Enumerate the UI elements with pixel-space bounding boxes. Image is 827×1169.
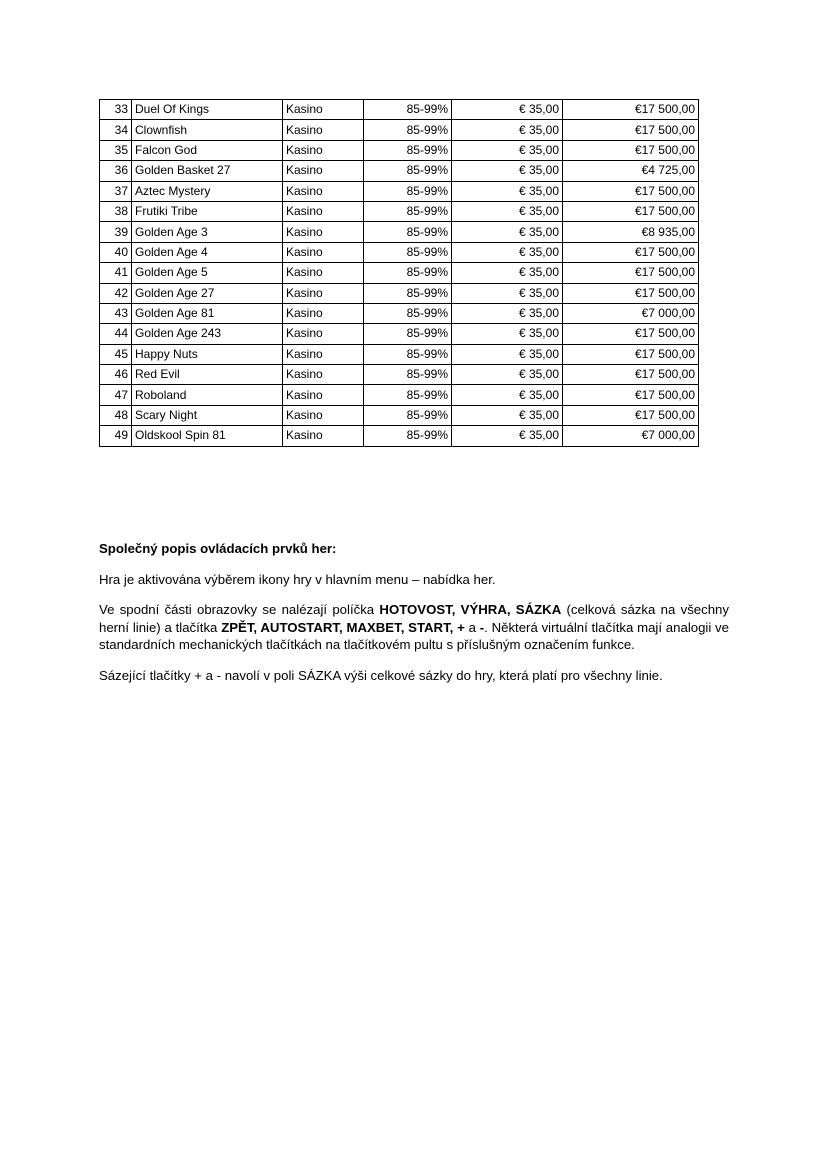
paragraph-activation: Hra je aktivována výběrem ikony hry v hlavním menu – nabídka her. xyxy=(99,572,496,587)
max-win-cell: €17 500,00 xyxy=(563,242,699,262)
max-bet-cell: € 35,00 xyxy=(452,365,563,385)
row-number-cell: 40 xyxy=(100,242,132,262)
game-rtp-cell: 85-99% xyxy=(364,385,452,405)
controls-text-1: Ve spodní části obrazovky se nalézají políčka xyxy=(99,602,380,617)
game-type-cell: Kasino xyxy=(283,100,364,120)
max-win-cell: €17 500,00 xyxy=(563,181,699,201)
table-row xyxy=(100,201,699,221)
game-rtp-cell: 85-99% xyxy=(364,120,452,140)
max-win-cell: €8 935,00 xyxy=(563,222,699,242)
game-rtp-cell: 85-99% xyxy=(364,365,452,385)
game-name-cell: Clownfish xyxy=(132,120,283,140)
game-rtp-cell: 85-99% xyxy=(364,161,452,181)
max-win-cell: €17 500,00 xyxy=(563,385,699,405)
game-name-cell: Golden Age 4 xyxy=(132,242,283,262)
max-bet-cell: € 35,00 xyxy=(452,426,563,446)
table-row xyxy=(100,283,699,303)
game-type-cell: Kasino xyxy=(283,303,364,323)
table-row xyxy=(100,161,699,181)
max-bet-cell: € 35,00 xyxy=(452,120,563,140)
game-name-cell: Oldskool Spin 81 xyxy=(132,426,283,446)
section-heading: Společný popis ovládacích prvků her: xyxy=(99,541,337,556)
game-rtp-cell: 85-99% xyxy=(364,201,452,221)
controls-text-3: a xyxy=(464,619,480,635)
max-bet-cell: € 35,00 xyxy=(452,283,563,303)
max-win-cell: €17 500,00 xyxy=(563,283,699,303)
game-rtp-cell: 85-99% xyxy=(364,405,452,425)
table-row xyxy=(100,100,699,120)
game-name-cell: Falcon God xyxy=(132,140,283,160)
controls-text-2: (celková sázka na všechny herní linie) a tlačítka xyxy=(99,602,729,635)
game-type-cell: Kasino xyxy=(283,120,364,140)
game-type-cell: Kasino xyxy=(283,222,364,242)
max-bet-cell: € 35,00 xyxy=(452,303,563,323)
game-type-cell: Kasino xyxy=(283,385,364,405)
max-win-cell: €17 500,00 xyxy=(563,120,699,140)
controls-text-4: . Některá virtuální tlačítka mají analogii ve standardních mechanických tlačítkách na tlačítkovém pultu s příslušným označením funkce. xyxy=(99,619,729,652)
game-rtp-cell: 85-99% xyxy=(364,181,452,201)
table-row xyxy=(100,140,699,160)
table-row xyxy=(100,303,699,323)
table-row xyxy=(100,405,699,425)
max-win-cell: €7 000,00 xyxy=(563,303,699,323)
max-win-cell: €17 500,00 xyxy=(563,365,699,385)
game-type-cell: Kasino xyxy=(283,344,364,364)
game-type-cell: Kasino xyxy=(283,263,364,283)
row-number-cell: 34 xyxy=(100,120,132,140)
controls-minus-bold: - xyxy=(479,619,485,635)
table-row xyxy=(100,344,699,364)
row-number-cell: 39 xyxy=(100,222,132,242)
game-name-cell: Scary Night xyxy=(132,405,283,425)
paragraph-controls xyxy=(99,601,729,654)
max-win-cell: €4 725,00 xyxy=(563,161,699,181)
max-bet-cell: € 35,00 xyxy=(452,385,563,405)
games-table-body xyxy=(100,100,699,447)
game-name-cell: Golden Age 3 xyxy=(132,222,283,242)
row-number-cell: 37 xyxy=(100,181,132,201)
table-row xyxy=(100,263,699,283)
row-number-cell: 36 xyxy=(100,161,132,181)
table-row xyxy=(100,222,699,242)
table-row xyxy=(100,365,699,385)
max-bet-cell: € 35,00 xyxy=(452,242,563,262)
game-type-cell: Kasino xyxy=(283,140,364,160)
game-type-cell: Kasino xyxy=(283,283,364,303)
table-row xyxy=(100,426,699,446)
game-type-cell: Kasino xyxy=(283,242,364,262)
max-win-cell: €17 500,00 xyxy=(563,100,699,120)
game-rtp-cell: 85-99% xyxy=(364,324,452,344)
game-type-cell: Kasino xyxy=(283,161,364,181)
max-bet-cell: € 35,00 xyxy=(452,324,563,344)
game-type-cell: Kasino xyxy=(283,365,364,385)
row-number-cell: 47 xyxy=(100,385,132,405)
max-win-cell: €17 500,00 xyxy=(563,140,699,160)
game-type-cell: Kasino xyxy=(283,324,364,344)
game-name-cell: Frutiki Tribe xyxy=(132,201,283,221)
max-win-cell: €17 500,00 xyxy=(563,263,699,283)
games-table xyxy=(99,99,699,447)
game-name-cell: Red Evil xyxy=(132,365,283,385)
paragraph-betting: Sázející tlačítky + a - navolí v poli SÁZKA výši celkové sázky do hry, která platí pro všechny linie. xyxy=(99,668,663,683)
max-bet-cell: € 35,00 xyxy=(452,263,563,283)
max-win-cell: €17 500,00 xyxy=(563,324,699,344)
game-rtp-cell: 85-99% xyxy=(364,426,452,446)
row-number-cell: 49 xyxy=(100,426,132,446)
table-row xyxy=(100,120,699,140)
game-name-cell: Happy Nuts xyxy=(132,344,283,364)
game-type-cell: Kasino xyxy=(283,426,364,446)
row-number-cell: 48 xyxy=(100,405,132,425)
row-number-cell: 35 xyxy=(100,140,132,160)
table-row xyxy=(100,385,699,405)
row-number-cell: 41 xyxy=(100,263,132,283)
controls-buttons-bold: ZPĚT, AUTOSTART, MAXBET, START, + xyxy=(221,619,465,635)
game-rtp-cell: 85-99% xyxy=(364,344,452,364)
max-win-cell: €17 500,00 xyxy=(563,344,699,364)
table-row xyxy=(100,242,699,262)
max-win-cell: €7 000,00 xyxy=(563,426,699,446)
controls-fields-bold: HOTOVOST, VÝHRA, SÁZKA xyxy=(379,602,562,617)
game-name-cell: Duel Of Kings xyxy=(132,100,283,120)
game-name-cell: Golden Age 27 xyxy=(132,283,283,303)
max-bet-cell: € 35,00 xyxy=(452,222,563,242)
max-bet-cell: € 35,00 xyxy=(452,140,563,160)
game-rtp-cell: 85-99% xyxy=(364,283,452,303)
row-number-cell: 42 xyxy=(100,283,132,303)
max-bet-cell: € 35,00 xyxy=(452,201,563,221)
max-win-cell: €17 500,00 xyxy=(563,405,699,425)
game-rtp-cell: 85-99% xyxy=(364,222,452,242)
game-name-cell: Golden Age 243 xyxy=(132,324,283,344)
row-number-cell: 46 xyxy=(100,365,132,385)
max-bet-cell: € 35,00 xyxy=(452,161,563,181)
game-name-cell: Aztec Mystery xyxy=(132,181,283,201)
max-bet-cell: € 35,00 xyxy=(452,405,563,425)
game-name-cell: Golden Age 5 xyxy=(132,263,283,283)
game-name-cell: Roboland xyxy=(132,385,283,405)
row-number-cell: 45 xyxy=(100,344,132,364)
game-rtp-cell: 85-99% xyxy=(364,140,452,160)
max-bet-cell: € 35,00 xyxy=(452,100,563,120)
game-rtp-cell: 85-99% xyxy=(364,303,452,323)
game-type-cell: Kasino xyxy=(283,405,364,425)
table-row xyxy=(100,181,699,201)
row-number-cell: 44 xyxy=(100,324,132,344)
row-number-cell: 43 xyxy=(100,303,132,323)
game-rtp-cell: 85-99% xyxy=(364,242,452,262)
max-win-cell: €17 500,00 xyxy=(563,201,699,221)
game-name-cell: Golden Age 81 xyxy=(132,303,283,323)
table-row xyxy=(100,324,699,344)
row-number-cell: 38 xyxy=(100,201,132,221)
max-bet-cell: € 35,00 xyxy=(452,181,563,201)
max-bet-cell: € 35,00 xyxy=(452,344,563,364)
game-rtp-cell: 85-99% xyxy=(364,100,452,120)
game-type-cell: Kasino xyxy=(283,181,364,201)
game-rtp-cell: 85-99% xyxy=(364,263,452,283)
row-number-cell: 33 xyxy=(100,100,132,120)
game-name-cell: Golden Basket 27 xyxy=(132,161,283,181)
game-type-cell: Kasino xyxy=(283,201,364,221)
